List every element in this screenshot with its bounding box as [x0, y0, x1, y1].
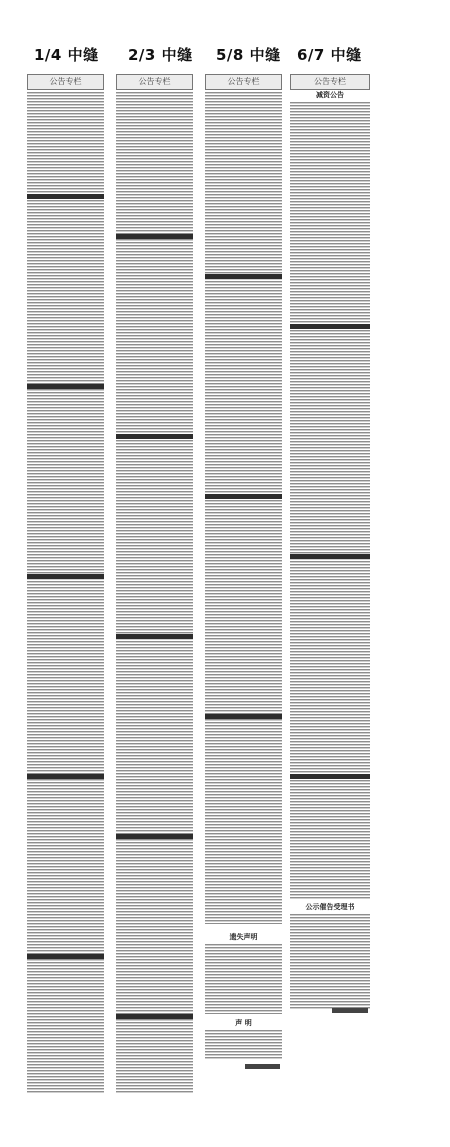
column-heading: 公告专栏 [314, 77, 346, 86]
notice-heading-bar [116, 834, 193, 839]
notice-heading-bar [116, 1014, 193, 1019]
column-label-3: 5/8 中缝 [216, 46, 281, 64]
column-heading-box [116, 74, 193, 90]
notice-heading-bar [290, 554, 370, 559]
column-text-block [205, 1030, 282, 1060]
column-heading: 公告专栏 [138, 77, 171, 86]
column-heading: 公告专栏 [227, 77, 260, 86]
column-heading-box [27, 74, 104, 90]
announcement-column-4 [290, 74, 370, 1019]
announcement-column-1 [27, 74, 104, 1094]
column-text-block [116, 92, 193, 1094]
notice-heading-bar [116, 434, 193, 439]
notice-heading-bar [205, 274, 282, 279]
column-text-gap [205, 924, 282, 930]
announcement-column-2 [116, 74, 193, 1094]
notice-heading-bar [27, 384, 104, 389]
column-text-block [290, 914, 370, 1009]
column-text-block [27, 92, 104, 1094]
notice-heading-bar [290, 774, 370, 779]
column-text-block [290, 102, 370, 899]
notice-title: 遗失声明 [205, 932, 282, 942]
notice-title: 公示催告受理书 [290, 902, 370, 912]
notice-heading-bar [205, 494, 282, 499]
notice-title: 减资公告 [290, 90, 370, 100]
notice-title: 声 明 [205, 1018, 282, 1028]
notice-heading-bar [116, 234, 193, 239]
column-label-4: 6/7 中缝 [297, 46, 362, 64]
column-text-block [205, 92, 282, 924]
notice-heading-bar [205, 714, 282, 719]
notice-heading-bar [27, 574, 104, 579]
notice-heading-bar [116, 634, 193, 639]
column-heading: 公告专栏 [49, 77, 82, 86]
column-label-1: 1/4 中缝 [34, 46, 99, 64]
notice-heading-bar [27, 774, 104, 779]
signature-line [332, 1008, 368, 1013]
column-heading-box [205, 74, 282, 90]
column-heading-box [290, 74, 370, 90]
notice-heading-bar [27, 954, 104, 959]
column-text-block [205, 944, 282, 1014]
column-label-2: 2/3 中缝 [128, 46, 193, 64]
signature-line [245, 1064, 280, 1069]
notice-heading-bar [290, 324, 370, 329]
announcement-column-3 [205, 74, 282, 1074]
notice-heading-bar [27, 194, 104, 199]
